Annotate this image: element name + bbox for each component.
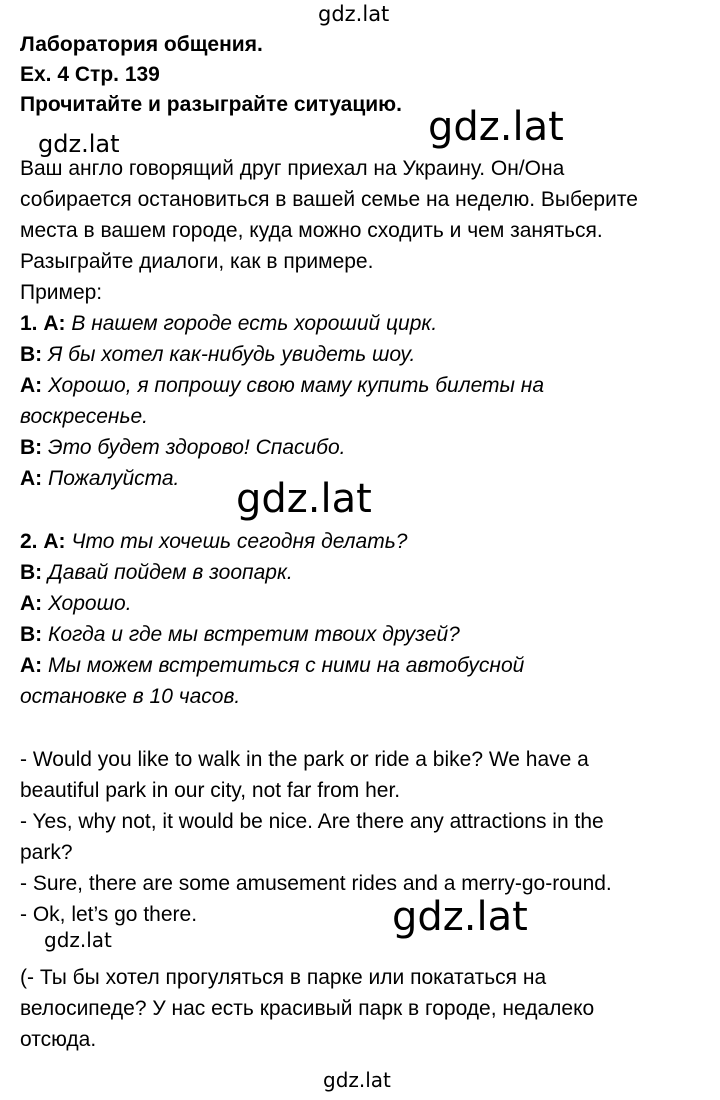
speaker-label: В: bbox=[20, 343, 43, 366]
intro-line: места в вашем городе, куда можно сходить и чем заняться. bbox=[20, 219, 603, 242]
speaker-label: А: bbox=[20, 592, 43, 615]
speaker-label: В: bbox=[20, 623, 43, 646]
page-title: Лаборатория общения. bbox=[20, 33, 263, 56]
watermark-left: gdz.lat bbox=[38, 130, 120, 158]
dialog-text: Это будет здорово! Спасибо. bbox=[42, 436, 346, 459]
speaker-label: А: bbox=[20, 467, 43, 490]
example-label: Пример: bbox=[20, 281, 103, 304]
translation-line: велосипеде? У нас есть красивый парк в городе, недалеко bbox=[20, 997, 595, 1020]
speaker-label: 2. А: bbox=[20, 530, 66, 553]
dialog-text: Пожалуйста. bbox=[42, 467, 180, 490]
task-heading: Прочитайте и разыграйте ситуацию. bbox=[20, 93, 402, 116]
dialog-line bbox=[20, 464, 179, 494]
dialog-line bbox=[20, 340, 415, 370]
speaker-label: В: bbox=[20, 436, 43, 459]
watermark-bottom: gdz.lat bbox=[323, 1068, 391, 1092]
answer-line: beautiful park in our city, not far from her. bbox=[20, 779, 401, 802]
answer-line: - Yes, why not, it would be nice. Are there any attractions in the bbox=[20, 810, 604, 833]
dialog-text: Хорошо. bbox=[42, 592, 132, 615]
watermark-large-3: gdz.lat bbox=[392, 894, 528, 940]
answer-line: - Sure, there are some amusement rides and a merry-go-round. bbox=[20, 872, 612, 895]
dialog-line bbox=[20, 589, 132, 619]
speaker-label: В: bbox=[20, 561, 43, 584]
dialog-text: воскресенье. bbox=[20, 405, 149, 428]
dialog-text: Я бы хотел как-нибудь увидеть шоу. bbox=[42, 343, 416, 366]
dialog-line bbox=[20, 682, 240, 712]
intro-line: собирается остановиться в вашей семье на неделю. Выберите bbox=[20, 188, 638, 211]
dialog-text: Хорошо, я попрошу свою маму купить билеты на bbox=[42, 374, 545, 397]
watermark-large-1: gdz.lat bbox=[428, 104, 564, 150]
speaker-label: 1. А: bbox=[20, 312, 66, 335]
dialog-text: остановке в 10 часов. bbox=[20, 685, 241, 708]
dialog-text: В нашем городе есть хороший цирк. bbox=[65, 312, 438, 335]
dialog-line bbox=[20, 620, 460, 650]
dialog-text: Мы можем встретиться с ними на автобусной bbox=[42, 654, 525, 677]
dialog-line bbox=[20, 651, 524, 681]
dialog-line bbox=[20, 402, 148, 432]
translation-line: (- Ты бы хотел прогуляться в парке или покататься на bbox=[20, 966, 547, 989]
dialog-text: Что ты хочешь сегодня делать? bbox=[65, 530, 408, 553]
dialog-line bbox=[20, 527, 407, 557]
answer-line: park? bbox=[20, 841, 73, 864]
exercise-ref: Ex. 4 Стр. 139 bbox=[20, 63, 160, 86]
speaker-label: А: bbox=[20, 374, 43, 397]
speaker-label: А: bbox=[20, 654, 43, 677]
intro-line: Разыграйте диалоги, как в примере. bbox=[20, 250, 374, 273]
answer-line: - Ok, let’s go there. bbox=[20, 903, 198, 926]
answer-line: - Would you like to walk in the park or ride a bike? We have a bbox=[20, 748, 589, 771]
watermark-small-mid: gdz.lat bbox=[44, 928, 112, 952]
dialog-line bbox=[20, 371, 544, 401]
dialog-line bbox=[20, 309, 437, 339]
watermark-large-2: gdz.lat bbox=[236, 476, 372, 522]
dialog-text: Давай пойдем в зоопарк. bbox=[42, 561, 293, 584]
translation-line: отсюда. bbox=[20, 1028, 97, 1051]
watermark-top: gdz.lat bbox=[318, 2, 390, 26]
dialog-line bbox=[20, 433, 346, 463]
intro-line: Ваш англо говорящий друг приехал на Украину. Он/Она bbox=[20, 157, 565, 180]
dialog-text: Когда и где мы встретим твоих друзей? bbox=[42, 623, 460, 646]
dialog-line bbox=[20, 558, 293, 588]
